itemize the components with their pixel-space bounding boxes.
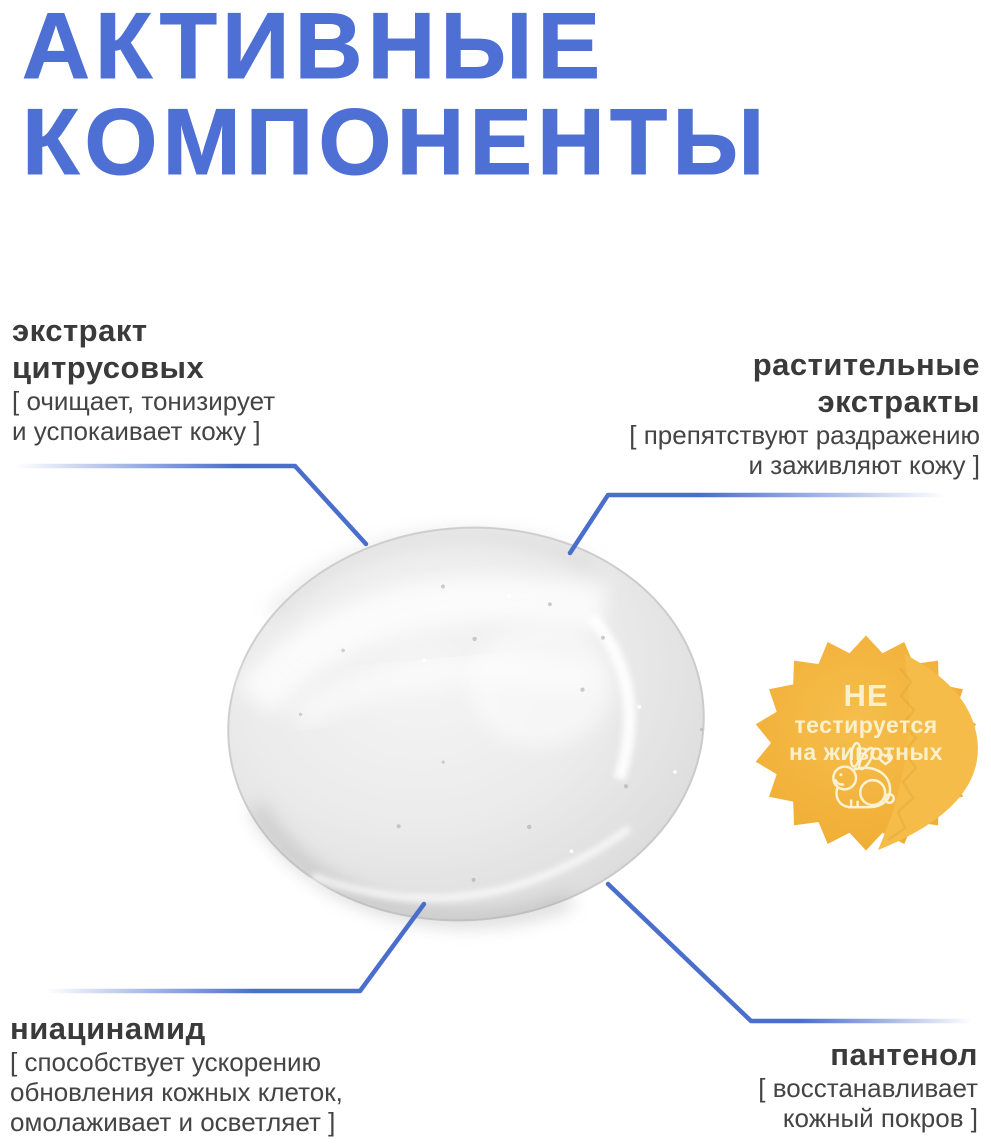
badge-text-line-3: на животных <box>789 739 943 765</box>
connector-line-panthenol <box>608 884 972 1021</box>
callout-panthenol-desc-line-1: [ восстанавливает <box>758 1073 978 1103</box>
connector-line-niacinamide <box>46 904 424 991</box>
callout-citrus-extract <box>12 312 275 446</box>
callout-niacinamide-desc-line-3: омолаживает и осветляет ] <box>10 1107 336 1137</box>
connector-line-plant <box>570 495 945 553</box>
badge-text-line-1: НЕ <box>843 678 889 713</box>
callout-citrus-desc-line-1: [ очищает, тонизирует <box>12 386 276 416</box>
rabbit-with-heart-icon <box>822 741 904 815</box>
callout-panthenol-name: пантенол <box>830 1037 978 1072</box>
page-title-line-1: АКТИВНЫЕ <box>22 0 606 98</box>
badge-text-line-2: тестируется <box>794 712 938 738</box>
callout-niacinamide-desc-line-2: обновления кожных клеток, <box>10 1077 343 1107</box>
callout-panthenol-desc-line-2: кожный покров ] <box>782 1103 978 1133</box>
callout-plant-extracts <box>629 346 980 480</box>
callout-niacinamide-name: ниацинамид <box>10 1011 206 1046</box>
callout-citrus-name-line-2: цитрусовых <box>12 350 205 385</box>
callout-niacinamide-desc-line-1: [ способствует ускорению <box>10 1047 322 1077</box>
callout-plant-name-line-1: растительные <box>752 347 980 382</box>
callout-citrus-desc-line-2: и успокаивает кожу ] <box>12 416 261 446</box>
callout-citrus-name-line-1: экстракт <box>12 313 148 348</box>
callout-plant-desc-line-2: и заживляют кожу ] <box>748 450 980 480</box>
callout-plant-name-line-2: экстракты <box>817 384 980 419</box>
callout-niacinamide <box>10 1010 343 1137</box>
connector-line-citrus <box>16 466 366 544</box>
gel-drop-image <box>211 507 722 941</box>
callout-panthenol <box>758 1036 978 1133</box>
page-title-line-2: КОМПОНЕНТЫ <box>22 89 770 194</box>
callout-plant-desc-line-1: [ препятствуют раздражению <box>629 420 980 450</box>
not-tested-on-animals-badge <box>748 631 984 855</box>
